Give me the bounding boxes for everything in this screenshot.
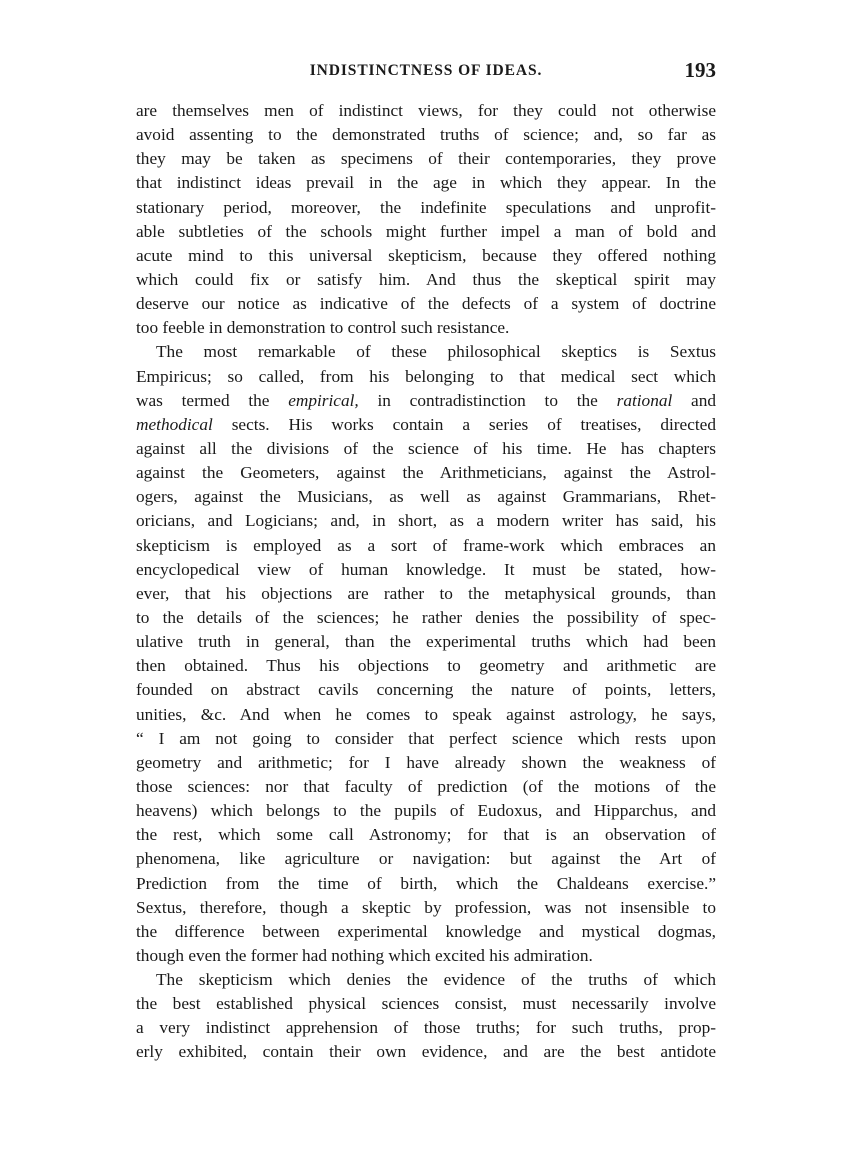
text-line: encyclopedical view of human knowledge. It must be stated, how- — [136, 559, 716, 579]
italic-term: methodical — [136, 414, 213, 434]
text-line: founded on abstract cavils concerning the nature of points, letters, — [136, 680, 716, 700]
text-line: against all the divisions of the science of his time. He has chapters — [136, 438, 716, 458]
text-line: ever, that his objections are rather to the metaphysical grounds, than — [136, 583, 716, 603]
text-line: those sciences: nor that faculty of prediction (of the motions of the — [136, 776, 716, 796]
paragraph — [136, 340, 716, 968]
running-head — [136, 58, 716, 86]
text-line: the best established physical sciences consist, must necessarily involve — [136, 994, 716, 1014]
text-line: The skepticism which denies the evidence of the truths of which — [156, 970, 716, 990]
text-line: was termed the empirical, in contradistinction to the rational and — [136, 390, 716, 410]
text-line: Prediction from the time of birth, which the Chaldeans exercise.” — [136, 873, 716, 893]
text-line: against the Geometers, against the Arithmeticians, against the Astrol- — [136, 463, 716, 483]
text-line: are themselves men of indistinct views, for they could not otherwise — [136, 101, 716, 120]
text-line: Empiricus; so called, from his belonging to that medical sect which — [136, 366, 716, 386]
text-line: The most remarkable of these philosophical skeptics is Sextus — [156, 342, 716, 362]
text-line: unities, &c. And when he comes to speak against astrology, he says, — [136, 704, 716, 724]
running-title: INDISTINCTNESS OF IDEAS. — [309, 62, 543, 79]
text-line: acute mind to this universal skepticism, because they offered nothing — [136, 245, 716, 265]
text-line: ogers, against the Musicians, as well as against Grammarians, Rhet- — [136, 487, 716, 507]
text-line: avoid assenting to the demonstrated truths of science; and, so far as — [136, 125, 716, 145]
text-line: Sextus, therefore, though a skeptic by profession, was not insensible to — [136, 897, 716, 917]
text-line: to the details of the sciences; he rather denies the possibility of spec- — [136, 607, 716, 627]
text-line: erly exhibited, contain their own evidence, and are the best antidote — [136, 1042, 716, 1062]
text-line: they may be taken as specimens of their contemporaries, they prove — [136, 149, 716, 169]
text-line: oricians, and Logicians; and, in short, as a modern writer has said, his — [136, 511, 716, 531]
text-line: ulative truth in general, than the experimental truths which had been — [136, 632, 716, 652]
text-line: deserve our notice as indicative of the defects of a system of doctrine — [136, 294, 716, 314]
text-line: then obtained. Thus his objections to geometry and arithmetic are — [136, 656, 716, 676]
page-number: 193 — [684, 58, 716, 82]
text-line: methodical sects. His works contain a series of treatises, directed — [136, 414, 716, 434]
text-line: “ I am not going to consider that perfect science which rests upon — [136, 728, 716, 748]
text-line: phenomena, like agriculture or navigation: but against the Art of — [136, 849, 716, 869]
text-line: which could fix or satisfy him. And thus the skeptical spirit may — [136, 269, 716, 289]
text-line: geometry and arithmetic; for I have already shown the weakness of — [136, 752, 716, 772]
paragraph — [136, 99, 716, 340]
text-line: heavens) which belongs to the pupils of Eudoxus, and Hipparchus, and — [136, 801, 716, 821]
text-line: the difference between experimental knowledge and mystical dogmas, — [136, 921, 716, 941]
text-line: the rest, which some call Astronomy; for that is an observation of — [136, 825, 716, 845]
italic-term: rational — [616, 390, 673, 410]
text-line: skepticism is employed as a sort of frame-work which embraces an — [136, 535, 716, 555]
book-page — [136, 58, 716, 1065]
text-line: stationary period, moreover, the indefinite speculations and unprofit- — [136, 197, 716, 217]
text-line: able subtleties of the schools might further impel a man of bold and — [136, 221, 716, 241]
text-line: that indistinct ideas prevail in the age in which they appear. In the — [136, 173, 716, 193]
paragraph — [136, 968, 716, 1065]
text-line: though even the former had nothing which excited his admiration. — [136, 945, 593, 965]
text-line: too feeble in demonstration to control such resistance. — [136, 318, 510, 338]
text-line: a very indistinct apprehension of those truths; for such truths, prop- — [136, 1018, 716, 1038]
body-text — [136, 99, 716, 1065]
italic-term: empirical, — [288, 390, 359, 410]
